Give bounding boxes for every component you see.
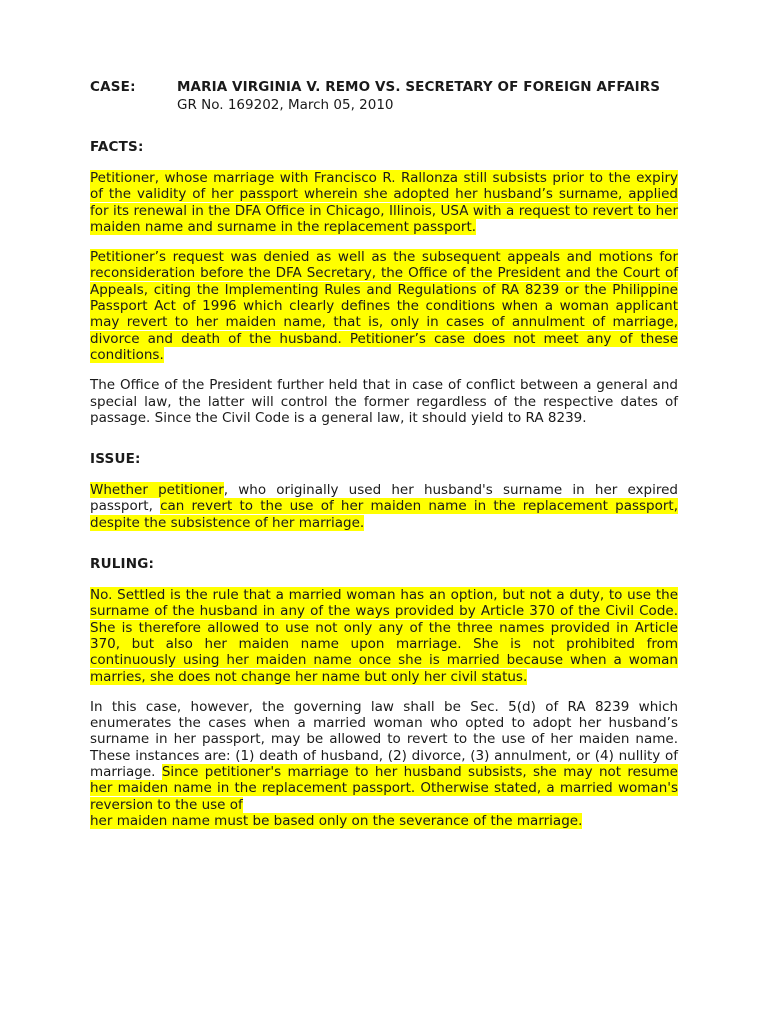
- ruling-paragraph-1: [90, 587, 678, 685]
- facts-heading: FACTS:: [90, 139, 144, 155]
- document-page: [90, 78, 678, 829]
- issue-heading: ISSUE:: [90, 451, 141, 468]
- highlighted-text: her maiden name must be based only on the severance of the marriage.: [90, 812, 583, 829]
- plain-text: , who originally used her husband's surname in her expired passport,: [90, 482, 678, 515]
- case-citation: GR No. 169202, March 05, 2010: [177, 97, 394, 113]
- highlighted-text: Petitioner’s request was denied as well as the subsequent appeals and motions for reconsideration before the DFA Secretary, the Office of the President and the Court of Appeals, citing the Implementing Rules and Regulations of RA 8239 or the Philippine Passport Act of 1996 which clearly defines the conditions when a woman applicant may revert to her maiden name, that is, only in cases of annulment of marriage, divorce and death of the husband. Petitioner’s case does not meet any of these conditions.: [90, 249, 678, 363]
- highlighted-text: Whether petitioner: [90, 482, 224, 499]
- ruling-heading: RULING:: [90, 556, 155, 573]
- highlighted-text: Petitioner, whose marriage with Francisco R. Rallonza still subsists prior to the expiry of the validity of her passport wherein she adopted her husband’s surname, applied for its renewal in the DFA Office in Chicago, Illinois, USA with a request to revert to her maiden name and surname in the replacement passport.: [90, 170, 678, 235]
- issue-paragraph: [90, 482, 678, 531]
- facts-paragraph-2: [90, 249, 678, 363]
- plain-text: In this case, however, the governing law shall be Sec. 5(d) of RA 8239 which enumerates the cases when a married woman who opted to adopt her husband’s surname in her passport, may be allowed to revert to the use of her maiden name. These instances are: (1) death of husband, (2) divorce, (3) annulment, or (4) nullity of marriage.: [90, 698, 678, 781]
- ruling-paragraph-2: [90, 699, 678, 813]
- highlighted-text: can revert to the use of her maiden name in the replacement passport, despite the subsistence of her marriage.: [90, 498, 678, 531]
- case-header: [90, 78, 678, 96]
- highlighted-text: Since petitioner's marriage to her husband subsists, she may not resume her maiden name in the replacement passport. Otherwise stated, a married woman's reversion to the use of: [90, 764, 678, 813]
- case-title: MARIA VIRGINIA V. REMO VS. SECRETARY OF FOREIGN AFFAIRS: [177, 79, 661, 95]
- facts-paragraph-3: The Office of the President further held that in case of conflict between a general and special law, the latter will control the former regardless of the respective dates of passage. Since the Civil Code is a general law, it should yield to RA 8239.: [90, 377, 678, 426]
- facts-paragraph-1: [90, 170, 678, 235]
- highlighted-text: No. Settled is the rule that a married woman has an option, but not a duty, to use the surname of the husband in any of the ways provided by Article 370 of the Civil Code. She is therefore allowed to use not only any of the three names provided in Article 370, but also her maiden name upon marriage. She is not prohibited from continuously using her maiden name once she is married because when a woman marries, she does not change her name but only her civil status.: [90, 587, 678, 685]
- ruling-paragraph-2-last-line: [90, 813, 678, 829]
- case-label: CASE:: [90, 79, 136, 95]
